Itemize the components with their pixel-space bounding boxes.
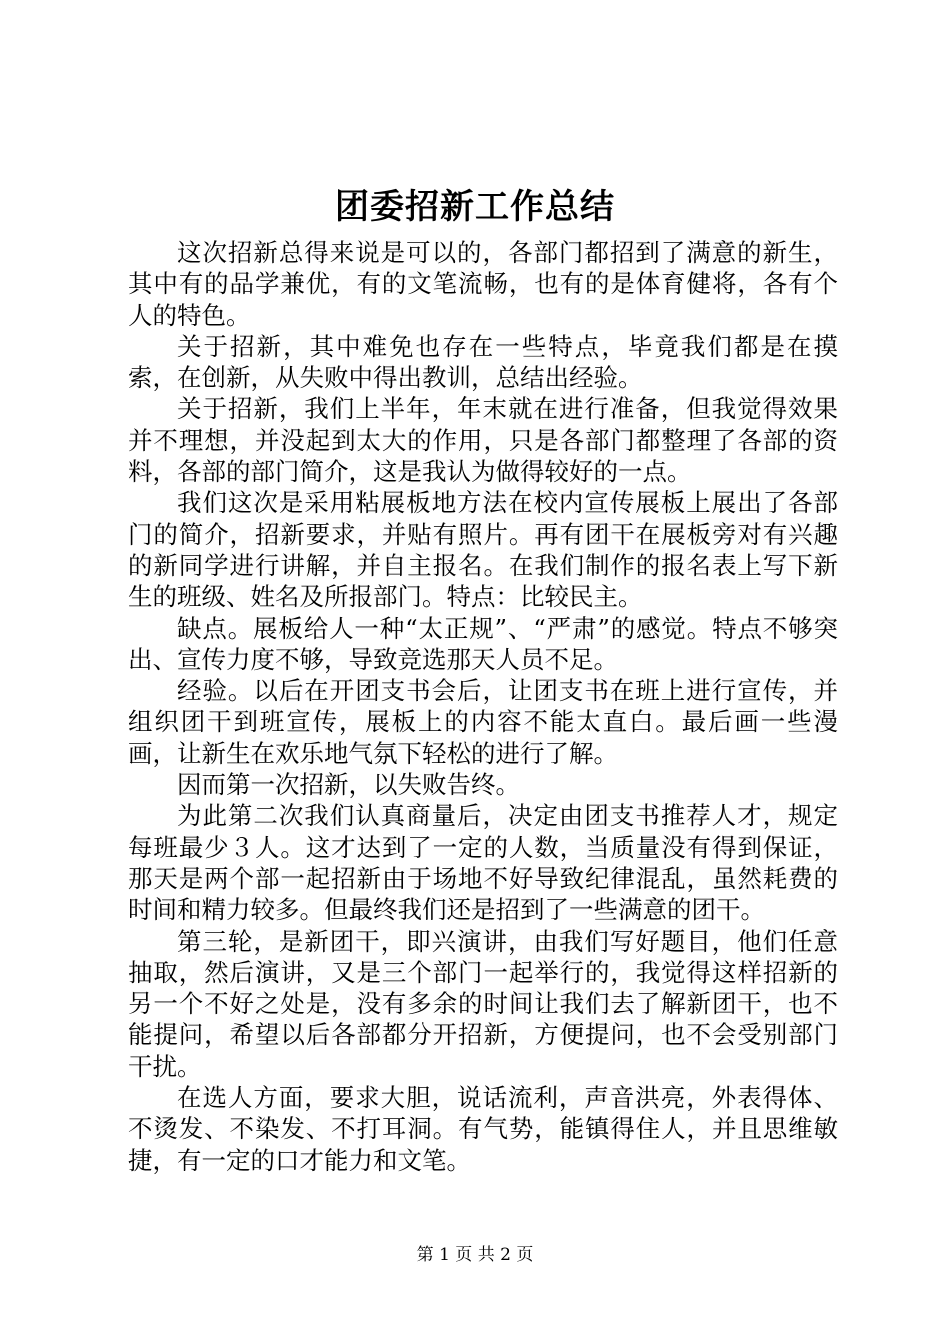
- paragraph: 关于招新，其中难免也存在一些特点，毕竟我们都是在摸索，在创新，从失败中得出教训，总结出经验。: [128, 331, 838, 393]
- paragraph: 这次招新总得来说是可以的，各部门都招到了满意的新生，其中有的品学兼优，有的文笔流畅，也有的是体育健将，各有个人的特色。: [128, 238, 838, 330]
- paragraph: 我们这次是采用粘展板地方法在校内宣传展板上展出了各部门的简介，招新要求，并贴有照片。再有团干在展板旁对有兴趣的新同学进行讲解，并自主报名。在我们制作的报名表上写下新生的班级、姓名及所报部门。特点：比较民主。: [128, 488, 838, 612]
- paragraph: 缺点。展板给人一种“太正规”、“严肃”的感觉。特点不够突出、宣传力度不够，导致竞选那天人员不足。: [128, 613, 838, 674]
- paragraph: 第三轮，是新团干，即兴演讲，由我们写好题目，他们任意抽取，然后演讲，又是三个部门一起举行的，我觉得这样招新的另一个不好之处是，没有多余的时间让我们去了解新团干，也不能提问，希望以后各部都分开招新，方便提问，也不会受别部门干扰。: [128, 926, 838, 1081]
- paragraph: 因而第一次招新，以失败告终。: [177, 770, 520, 800]
- page-number-footer: 第 1 页 共 2 页: [416, 1245, 534, 1265]
- paragraph: 经验。以后在开团支书会后，让团支书在班上进行宣传，并组织团干到班宣传，展板上的内容不能太直白。最后画一些漫画，让新生在欢乐地气氛下轻松的进行了解。: [128, 676, 838, 768]
- document-title: 团委招新工作总结: [335, 187, 615, 227]
- document-body: [128, 237, 838, 1176]
- paragraph: 为此第二次我们认真商量后，决定由团支书推荐人才，规定每班最少３人。这才达到了一定的人数，当质量没有得到保证，那天是两个部一起招新由于场地不好导致纪律混乱，虽然耗费的时间和精力较多。但最终我们还是招到了一些满意的团干。: [128, 801, 838, 925]
- paragraph: 在选人方面，要求大胆，说话流利，声音洪亮，外表得体、不烫发、不染发、不打耳洞。有气势，能镇得住人，并且思维敏捷，有一定的口才能力和文笔。: [128, 1083, 838, 1175]
- paragraph: 关于招新，我们上半年，年末就在进行准备，但我觉得效果并不理想，并没起到太大的作用，只是各部门都整理了各部的资料，各部的部门简介，这是我认为做得较好的一点。: [128, 394, 838, 487]
